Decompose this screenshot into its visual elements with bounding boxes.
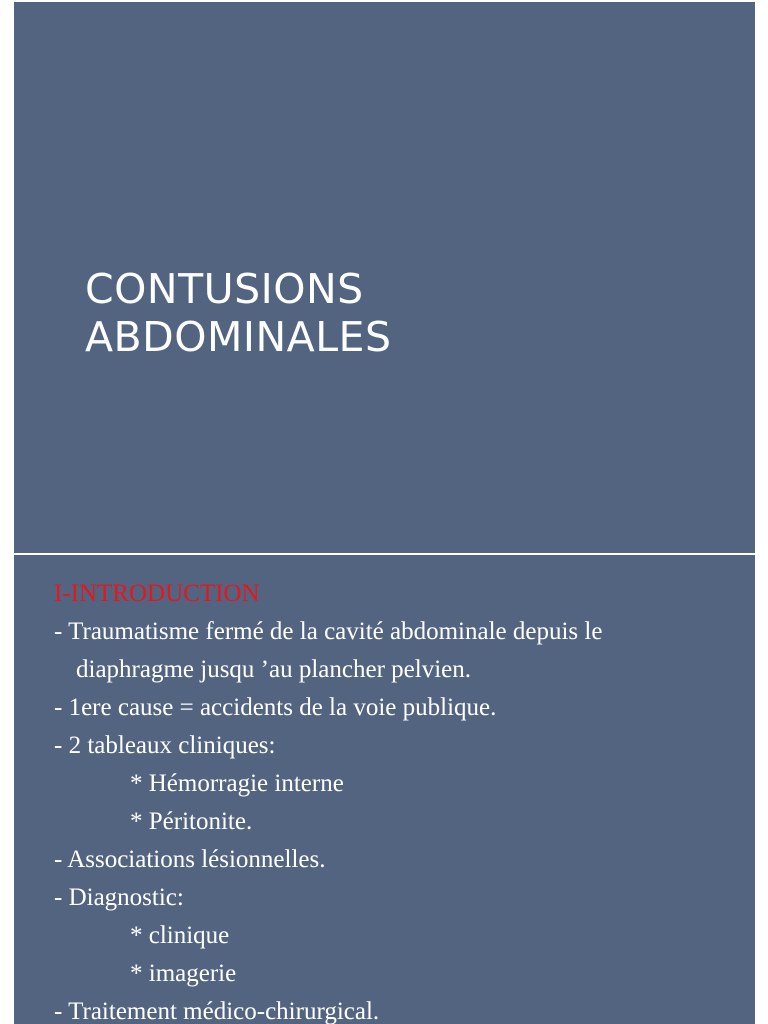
- slide-title: [85, 265, 391, 361]
- slide-title-line-2: ABDOMINALES: [85, 313, 392, 361]
- bullet-continuation-line: diaphragme jusqu ’au plancher pelvien.: [76, 656, 471, 683]
- sub-bullet-line: * Péritonite.: [130, 808, 253, 835]
- section-heading: I-INTRODUCTION: [54, 580, 260, 607]
- bullet-line: - Traitement médico-chirurgical.: [54, 998, 380, 1024]
- introduction-slide: [14, 555, 755, 1024]
- bullet-line: - 1ere cause = accidents de la voie publique.: [54, 694, 497, 721]
- title-slide: [14, 2, 755, 553]
- slide-title-line-1: CONTUSIONS: [85, 265, 364, 313]
- bullet-line: - Associations lésionnelles.: [54, 846, 326, 873]
- sub-bullet-line: * Hémorragie interne: [130, 770, 344, 797]
- bullet-line: - Diagnostic:: [54, 884, 184, 911]
- sub-bullet-line: * imagerie: [130, 960, 237, 987]
- sub-bullet-line: * clinique: [130, 922, 230, 949]
- slide-content: [54, 575, 735, 1024]
- bullet-line: - Traumatisme fermé de la cavité abdominale depuis le: [54, 618, 603, 645]
- bullet-line: - 2 tableaux cliniques:: [54, 732, 276, 759]
